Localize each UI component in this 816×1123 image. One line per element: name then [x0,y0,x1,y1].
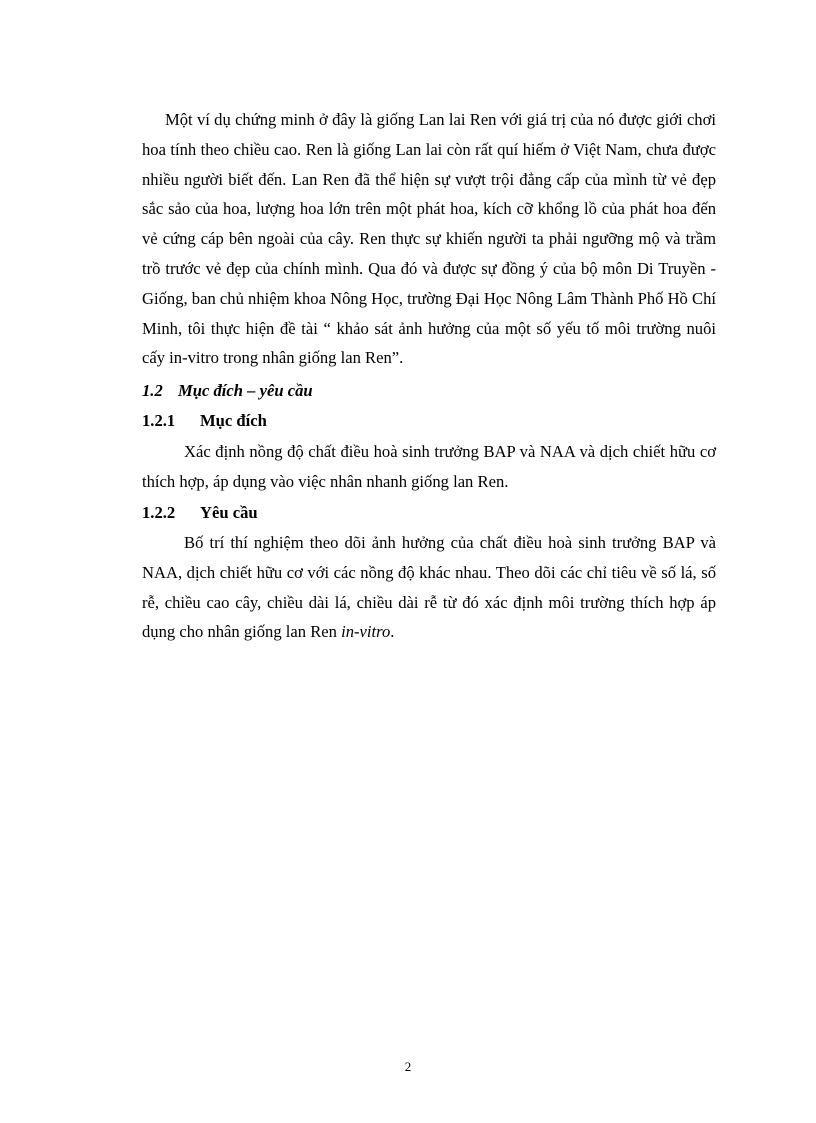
section-1-2-title: Mục đích – yêu cầu [178,381,313,400]
requirement-paragraph [142,528,716,647]
section-1-2-1-title: Mục đích [200,411,267,430]
section-1-2-number: 1.2 [142,381,163,400]
section-1-2-heading [142,381,313,401]
section-1-2-2-heading [142,503,258,523]
purpose-paragraph: Xác định nồng độ chất điều hoà sinh trưởng BAP và NAA và dịch chiết hữu cơ thích hợp, áp dụng vào việc nhân nhanh giống lan Ren. [142,442,716,491]
requirement-text: Bố trí thí nghiệm theo dõi ảnh hưởng của chất điều hoà sinh trưởng BAP và NAA, dịch chiết hữu cơ với các nồng độ khác nhau. Theo dõi các chỉ tiêu về số lá, số rễ, chiều cao cây, chiều dài lá, chiều dài rễ từ đó xác định môi trường thích hợp áp dụng cho nhân giống lan Ren [142,533,716,642]
page-number: 2 [404,1059,412,1074]
intro-paragraph: Một ví dụ chứng minh ở đây là giống Lan lai Ren với giá trị của nó được giới chơi hoa tính theo chiều cao. Ren là giống Lan lai còn rất quí hiếm ở Việt Nam, chưa được nhiều người biết đến. Lan Ren đã thể hiện sự vượt trội đẳng cấp của mình từ vẻ đẹp sắc sảo của hoa, lượng hoa lớn trên một phát hoa, kích cỡ khổng lồ của phát hoa đến vẻ cứng cáp bên ngoài của cây. Ren thực sự khiến người ta phải ngưỡng mộ và trầm trồ trước vẻ đẹp của chính mình. Qua đó và được sự đồng ý của bộ môn Di Truyền - Giống, ban chủ nhiệm khoa Nông Học, trường Đại Học Nông Lâm Thành Phố Hồ Chí Minh, tôi thực hiện đề tài “ khảo sát ảnh hưởng của một số yếu tố môi trường nuôi cấy in-vitro trong nhân giống lan Ren”. [142,110,716,368]
section-1-2-2-number: 1.2.2 [142,503,176,522]
section-1-2-1-heading [142,411,267,431]
section-1-2-1-number: 1.2.1 [142,411,176,430]
requirement-end: . [390,622,395,642]
section-1-2-2-title: Yêu cầu [200,503,258,522]
requirement-italic-term: in-vitro [341,622,391,642]
